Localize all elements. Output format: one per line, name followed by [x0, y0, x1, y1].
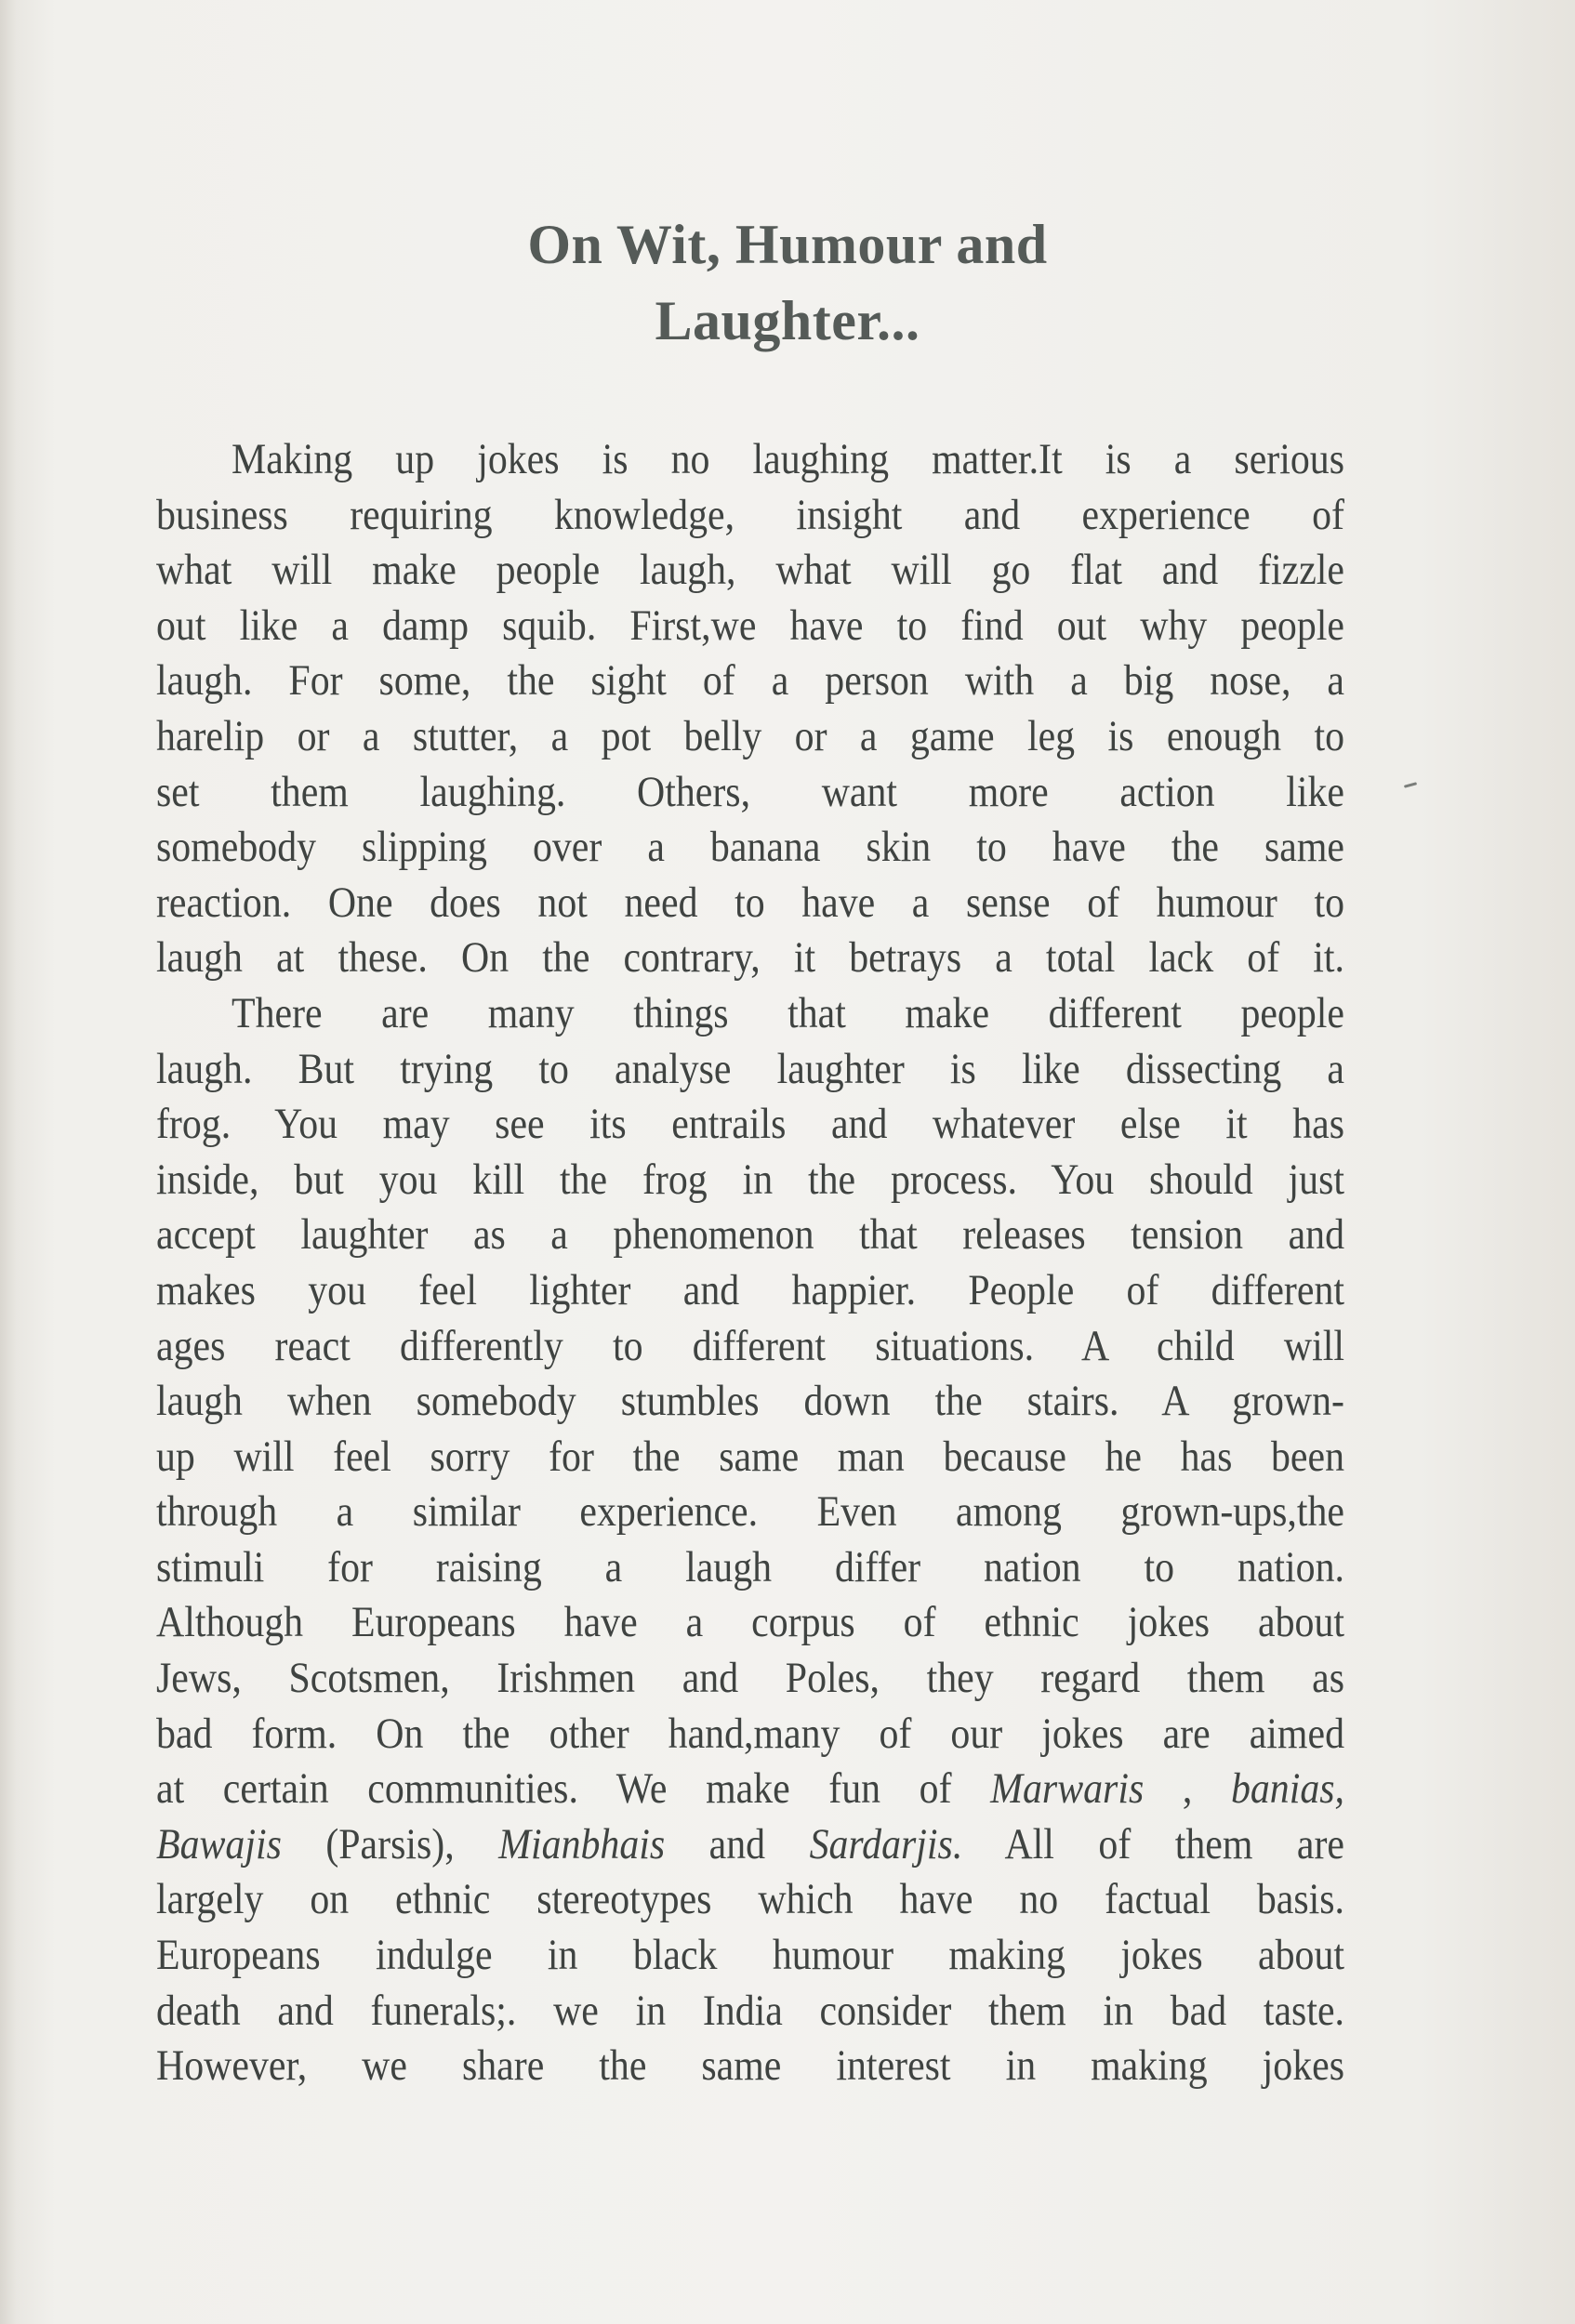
text-line: Jews, Scotsmen, Irishmen and Poles, they regard them as — [156, 1655, 1344, 1703]
text-line: Making up jokes is no laughing matter.It is a serious — [232, 436, 1344, 483]
italic-term: Sardarjis. — [809, 1820, 963, 1868]
text-line: ages react differently to different situations. A child will — [156, 1322, 1344, 1370]
text-line: laugh. For some, the sight of a person with a big nose, a — [156, 657, 1344, 706]
text-line: set them laughing. Others, want more action like — [156, 768, 1344, 816]
italic-term: banias, — [1230, 1765, 1345, 1814]
text-line: frog. You may see its entrails and whatever else it has — [156, 1101, 1344, 1149]
text-line: laugh. But trying to analyse laughter is like dissecting a — [156, 1045, 1344, 1093]
text-line-with-italics — [156, 1762, 1344, 1817]
text-line: through a similar experience. Even among grown-ups,the — [156, 1488, 1344, 1537]
text-line: reaction. One does not need to have a sense of humour to — [156, 878, 1344, 927]
text-line: up will feel sorry for the same man because he has been — [156, 1433, 1344, 1481]
text-line: bad form. On the other hand,many of our jokes are aimed — [156, 1710, 1344, 1758]
text-line: There are many things that make different people — [232, 989, 1344, 1037]
text-line: laugh at these. On the contrary, it betrays a total lack of it. — [156, 934, 1344, 983]
text-line: stimuli for raising a laugh differ nation to nation. — [156, 1543, 1344, 1591]
chapter-title-line-1: On Wit, Humour and — [527, 214, 1048, 275]
italic-term: Mianbhais — [498, 1820, 666, 1868]
chapter-title — [0, 206, 1575, 359]
text-segment: at certain communities. We make fun of — [156, 1765, 991, 1814]
text-line: harelip or a stutter, a pot belly or a game leg is enough to — [156, 712, 1344, 760]
text-line: out like a damp squib. First,we have to find out why people — [156, 601, 1344, 650]
body-text — [156, 432, 1345, 2094]
text-line: business requiring knowledge, insight and experience of — [156, 491, 1344, 539]
text-segment: (Parsis), — [281, 1820, 499, 1868]
text-line: Europeans indulge in black humour making jokes about — [156, 1932, 1344, 1980]
italic-term: Bawajis — [156, 1820, 282, 1868]
text-line: laugh when somebody stumbles down the stairs. A grown- — [156, 1378, 1344, 1426]
italic-term: Marwaris — [990, 1765, 1145, 1814]
text-line-with-italics — [156, 1817, 1344, 1873]
ink-speck — [1404, 782, 1417, 788]
text-segment: All of them are — [962, 1820, 1344, 1868]
text-line: somebody slipping over a banana skin to have the same — [156, 824, 1344, 872]
text-segment: and — [665, 1820, 810, 1868]
text-line: makes you feel lighter and happier. People of different — [156, 1266, 1344, 1314]
chapter-title-line-2: Laughter... — [655, 290, 920, 351]
text-line: what will make people laugh, what will go flat and fizzle — [156, 547, 1344, 595]
text-line: However, we share the same interest in making jokes — [156, 2042, 1344, 2091]
text-line: Although Europeans have a corpus of ethnic jokes about — [156, 1599, 1344, 1647]
text-line: largely on ethnic stereotypes which have no factual basis. — [156, 1876, 1344, 1924]
text-segment: , — [1144, 1765, 1231, 1814]
text-line: inside, but you kill the frog in the process. You should just — [156, 1155, 1344, 1204]
text-line: accept laughter as a phenomenon that releases tension and — [156, 1211, 1344, 1260]
text-line: death and funerals;. we in India consider them in bad taste. — [156, 1987, 1344, 2035]
